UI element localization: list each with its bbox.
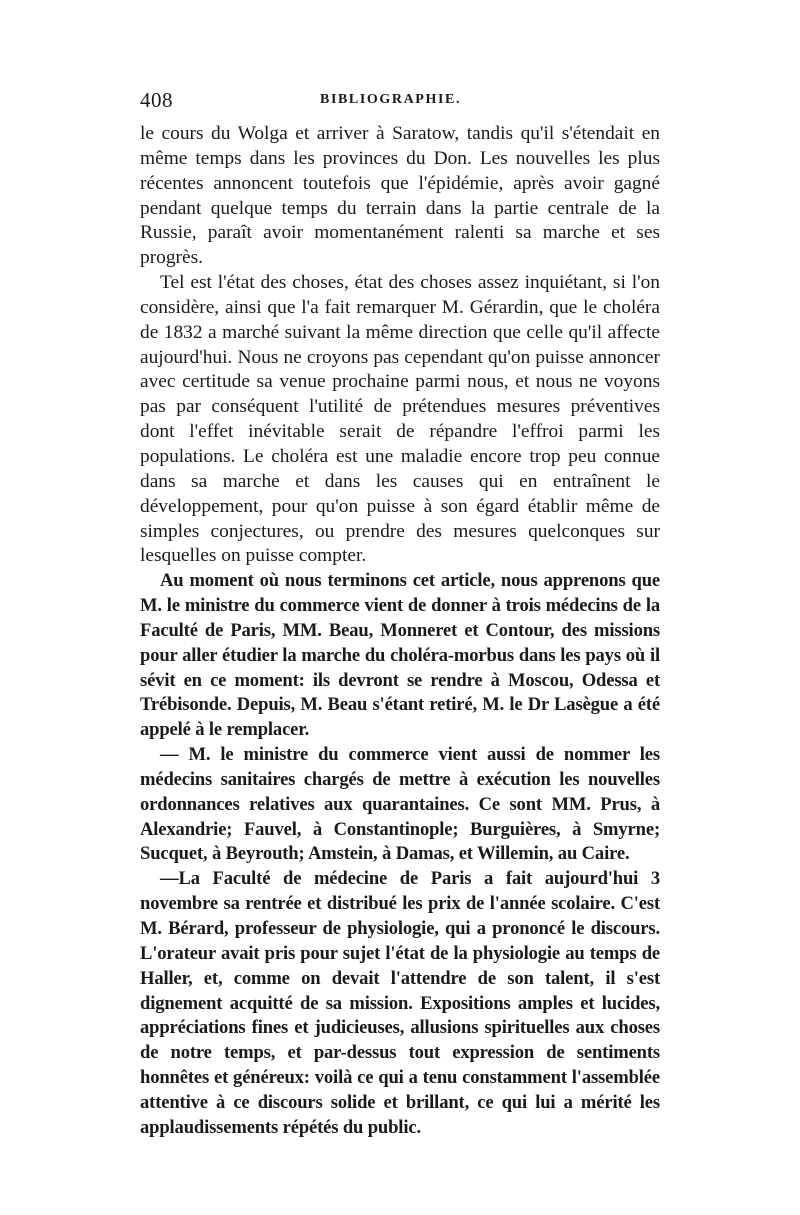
book-page	[140, 88, 660, 1141]
paragraph-5: —La Faculté de médecine de Paris a fait aujourd'hui 3 novembre sa rentrée et distribué les prix de l'année scolaire. C'est M. Bérard, professeur de physiologie, qui a prononcé le discours. L'orateur avait pris pour sujet l'état de la physiologie au temps de Haller, et, comme on devait l'attendre de son talent, il s'est dignement acquitté de sa mission. Expositions amples et lucides, appréciations fines et judicieuses, allusions spirituelles aux choses de notre temps, et par-dessus tout expression de sentiments honnêtes et généreux: voilà ce qui a tenu constamment l'assemblée attentive à ce discours solide et brillant, ce qui lui a mérité les applaudissements répétés du public.	[140, 868, 660, 1138]
paragraph-3: Au moment où nous terminons cet article, nous apprenons que M. le ministre du commerce vient de donner à trois médecins de la Faculté de Paris, MM. Beau, Monneret et Contour, des missions pour aller étudier la marche du choléra-morbus dans les pays où il sévit en ce moment: ils devront se rendre à Moscou, Odessa et Trébisonde. Depuis, M. Beau s'étant retiré, M. le Dr Lasègue a été appelé à le remplacer.	[140, 570, 660, 741]
paragraph-1: le cours du Wolga et arriver à Saratow, tandis qu'il s'étendait en même temps dans les provinces du Don. Les nouvelles les plus récentes annoncent toutefois que l'épidémie, après avoir gagné pendant quelque temps du terrain dans la partie centrale de la Russie, paraît avoir momentanément ralenti sa marche et ses progrès.	[140, 123, 660, 269]
running-head	[140, 88, 660, 118]
paragraph-2: Tel est l'état des choses, état des choses assez inquiétant, si l'on considère, ainsi que l'a fait remarquer M. Gérardin, que le choléra de 1832 a marché suivant la même direction que celle qu'il affecte aujourd'hui. Nous ne croyons pas cependant qu'on puisse annoncer avec certitude sa venue prochaine parmi nous, et nous ne voyons pas par conséquent l'utilité de prétendues mesures préventives dont l'effet inévitable serait de répandre l'effroi parmi les populations. Le choléra est une maladie encore trop peu connue dans sa marche et dans les causes qui en entraînent le développement, pour qu'on puisse à son égard établir même de simples conjectures, ou prendre des mesures quelconques sur lesquelles on puisse compter.	[140, 272, 660, 567]
page-number: 408	[140, 88, 173, 112]
running-title: BIBLIOGRAPHIE.	[320, 92, 462, 107]
body-text	[140, 122, 660, 1141]
paragraph-4: — M. le ministre du commerce vient aussi de nommer les médecins sanitaires chargés de mettre à exécution les nouvelles ordonnances relatives aux quarantaines. Ce sont MM. Prus, à Alexandrie; Fauvel, à Constantinople; Burguières, à Smyrne; Sucquet, à Beyrouth; Amstein, à Damas, et Willemin, au Caire.	[140, 744, 660, 865]
